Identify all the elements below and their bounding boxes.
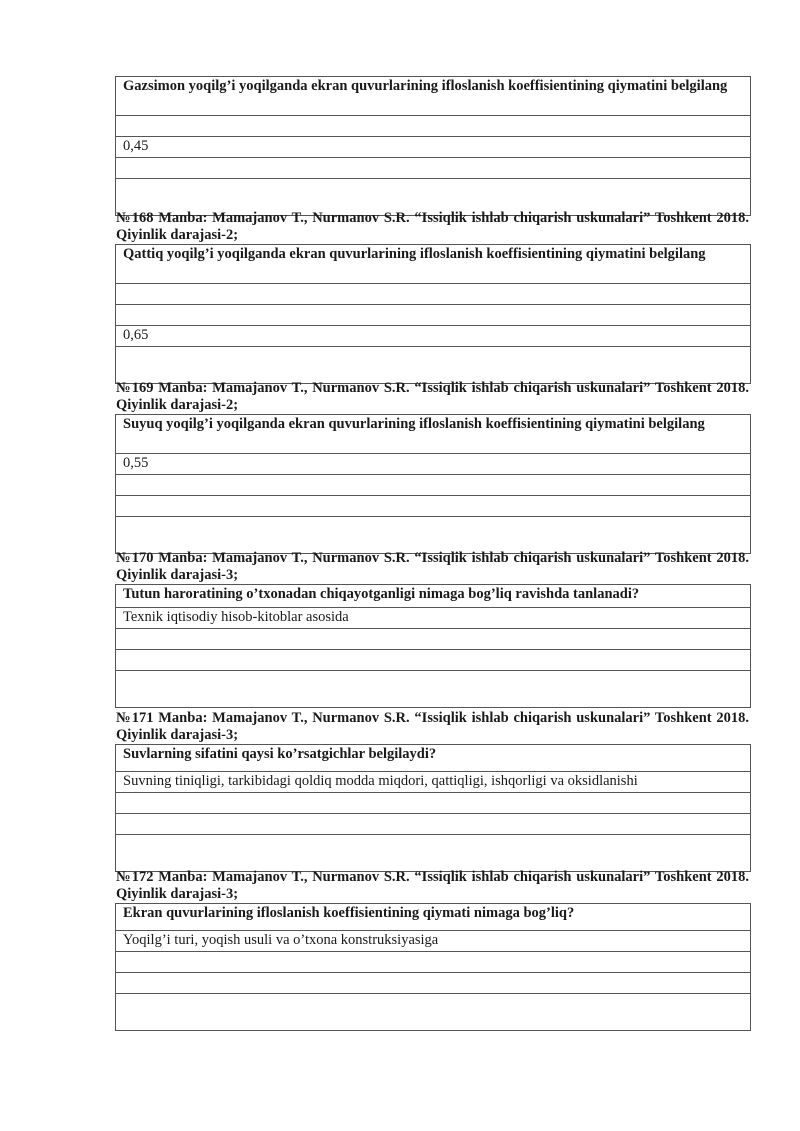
question-text: Ekran quvurlarining ifloslanish koeffisientining qiymati nimaga bog’liq? — [116, 904, 751, 931]
answer-cell: 0,45 — [116, 137, 751, 158]
answer-cell — [116, 629, 751, 650]
answer-cell — [116, 347, 751, 384]
answer-cell — [116, 305, 751, 326]
answer-cell — [116, 973, 751, 994]
answer-cell — [116, 517, 751, 554]
question-table — [115, 903, 751, 1031]
answer-cell — [116, 994, 751, 1031]
question-text: Suyuq yoqilg’i yoqilganda ekran quvurlarining ifloslanish koeffisientining qiymatini belgilang — [116, 415, 751, 454]
answer-cell — [116, 952, 751, 973]
question-meta: №170 Manba: Mamajanov T., Nurmanov S.R. “Issiqlik ishlab chiqarish uskunalari” Toshkent 2018. Qiyinlik darajasi-3; — [116, 550, 749, 583]
question-text: Suvlarning sifatini qaysi ko’rsatgichlar belgilaydi? — [116, 745, 751, 772]
answer-cell — [116, 671, 751, 708]
answer-cell — [116, 475, 751, 496]
question-meta: №169 Manba: Mamajanov T., Nurmanov S.R. “Issiqlik ishlab chiqarish uskunalari” Toshkent 2018. Qiyinlik darajasi-2; — [116, 380, 749, 413]
question-table — [115, 244, 751, 384]
question-table — [115, 76, 751, 216]
answer-cell — [116, 496, 751, 517]
question-block-1 — [115, 76, 751, 216]
question-block-172 — [115, 869, 751, 1031]
answer-cell: Texnik iqtisodiy hisob-kitoblar asosida — [116, 608, 751, 629]
answer-cell: Yoqilg’i turi, yoqish usuli va o’txona konstruksiyasiga — [116, 931, 751, 952]
answer-cell: Suvning tiniqligi, tarkibidagi qoldiq modda miqdori, qattiqligi, ishqorligi va oksidlanishi — [116, 772, 751, 793]
question-block-170 — [115, 550, 751, 708]
question-meta: №168 Manba: Mamajanov T., Nurmanov S.R. “Issiqlik ishlab chiqarish uskunalari” Toshkent 2018. Qiyinlik darajasi-2; — [116, 210, 749, 243]
question-text: Qattiq yoqilg’i yoqilganda ekran quvurlarining ifloslanish koeffisientining qiymatini belgilang — [116, 245, 751, 284]
answer-cell: 0,65 — [116, 326, 751, 347]
answer-cell — [116, 284, 751, 305]
question-text: Gazsimon yoqilg’i yoqilganda ekran quvurlarining ifloslanish koeffisientining qiymatini belgilang — [116, 77, 751, 116]
answer-cell — [116, 793, 751, 814]
answer-cell — [116, 650, 751, 671]
question-block-171 — [115, 710, 751, 872]
answer-cell — [116, 835, 751, 872]
question-table — [115, 584, 751, 708]
question-meta: №171 Manba: Mamajanov T., Nurmanov S.R. “Issiqlik ishlab chiqarish uskunalari” Toshkent 2018. Qiyinlik darajasi-3; — [116, 710, 749, 743]
answer-cell — [116, 814, 751, 835]
question-block-168 — [115, 210, 751, 384]
answer-cell: 0,55 — [116, 454, 751, 475]
answer-cell — [116, 116, 751, 137]
question-meta: №172 Manba: Mamajanov T., Nurmanov S.R. “Issiqlik ishlab chiqarish uskunalari” Toshkent 2018. Qiyinlik darajasi-3; — [116, 869, 749, 902]
question-text: Tutun haroratining o’txonadan chiqayotganligi nimaga bog’liq ravishda tanlanadi? — [116, 585, 751, 608]
question-table — [115, 414, 751, 554]
question-block-169 — [115, 380, 751, 554]
question-table — [115, 744, 751, 872]
answer-cell — [116, 158, 751, 179]
